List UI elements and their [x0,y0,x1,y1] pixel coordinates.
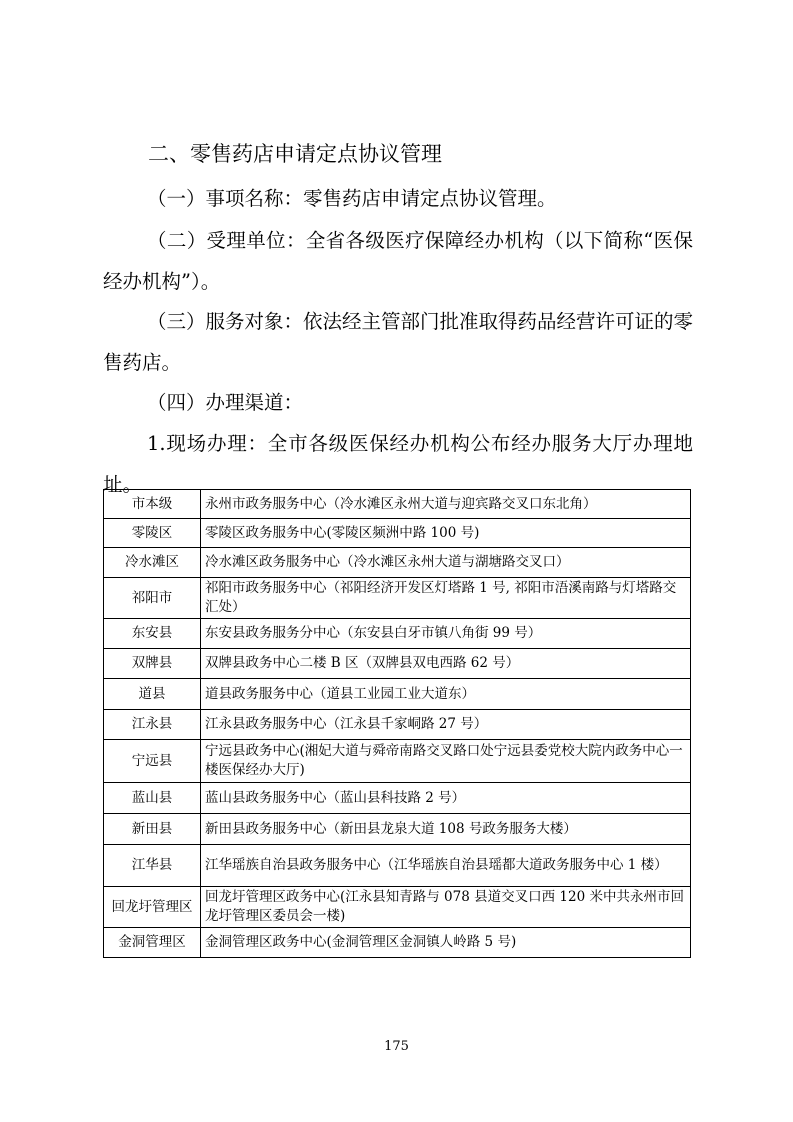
service-target-paragraph: （三）服务对象：依法经主管部门批准取得药品经营许可证的零售药店。 [103,310,694,374]
address-cell: 道县政务服务中心（道县工业园工业大道东） [201,679,691,710]
region-cell: 零陵区 [104,519,201,548]
table-row [104,783,691,814]
table-row [104,845,691,887]
item-name-paragraph: （一）事项名称：零售药店申请定点协议管理。 [147,187,557,210]
region-cell: 祁阳市 [104,578,201,619]
region-cell: 江永县 [104,710,201,740]
address-cell: 永州市政务服务中心（冷水滩区永州大道与迎宾路交叉口东北角） [201,490,691,519]
region-cell: 江华县 [104,845,201,887]
table-row [104,928,691,958]
table-row [104,740,691,783]
region-cell: 双牌县 [104,649,201,679]
address-cell: 蓝山县政务服务中心（蓝山县科技路 2 号） [201,783,691,814]
channels-paragraph: （四）办理渠道： [147,391,304,414]
region-cell: 市本级 [104,490,201,519]
table-row [104,887,691,928]
table-row [104,490,691,519]
table-row [104,710,691,740]
table-row [104,814,691,845]
address-cell: 祁阳市政务服务中心（祁阳经济开发区灯塔路 1 号, 祁阳市浯溪南路与灯塔路交汇处） [201,578,691,619]
region-cell: 冷水滩区 [104,548,201,578]
region-cell: 东安县 [104,619,201,649]
region-cell: 道县 [104,679,201,710]
accepting-unit-paragraph: （二）受理单位：全省各级医疗保障经办机构（以下简称“医保经办机构”）。 [103,229,693,293]
address-cell: 零陵区政务服务中心(零陵区频洲中路 100 号) [201,519,691,548]
table-row [104,679,691,710]
address-cell: 宁远县政务中心(湘妃大道与舜帝南路交叉路口处宁远县委党校大院内政务中心一楼医保经办大厅) [201,740,691,783]
address-cell: 江永县政务服务中心（江永县千家峒路 27 号） [201,710,691,740]
region-cell: 回龙圩管理区 [104,887,201,928]
section-heading: 二、零售药店申请定点协议管理 [148,142,442,166]
region-cell: 宁远县 [104,740,201,783]
onsite-handling-paragraph: 1.现场办理：全市各级医保经办机构公布经办服务大厅办理地址。 [103,432,693,496]
table-row [104,578,691,619]
service-office-table-body [104,490,691,958]
table-row [104,548,691,578]
address-cell: 新田县政务服务中心（新田县龙泉大道 108 号政务服务大楼） [201,814,691,845]
region-cell: 蓝山县 [104,783,201,814]
address-cell: 冷水滩区政务服务中心（冷水滩区永州大道与湖塘路交叉口） [201,548,691,578]
address-cell: 回龙圩管理区政务中心(江永县知青路与 078 县道交叉口西 120 米中共永州市回龙圩管理区委员会一楼) [201,887,691,928]
table-row [104,649,691,679]
region-cell: 金洞管理区 [104,928,201,958]
table-row [104,519,691,548]
page-number: 175 [384,1039,409,1054]
address-cell: 东安县政务服务分中心（东安县白牙市镇八角街 99 号） [201,619,691,649]
address-cell: 双牌县政务中心二楼 B 区（双牌县双电西路 62 号） [201,649,691,679]
service-office-table [103,489,691,958]
address-cell: 江华瑶族自治县政务服务中心（江华瑶族自治县瑶都大道政务服务中心 1 楼） [201,845,691,887]
region-cell: 新田县 [104,814,201,845]
address-cell: 金洞管理区政务中心(金洞管理区金洞镇人岭路 5 号) [201,928,691,958]
table-row [104,619,691,649]
